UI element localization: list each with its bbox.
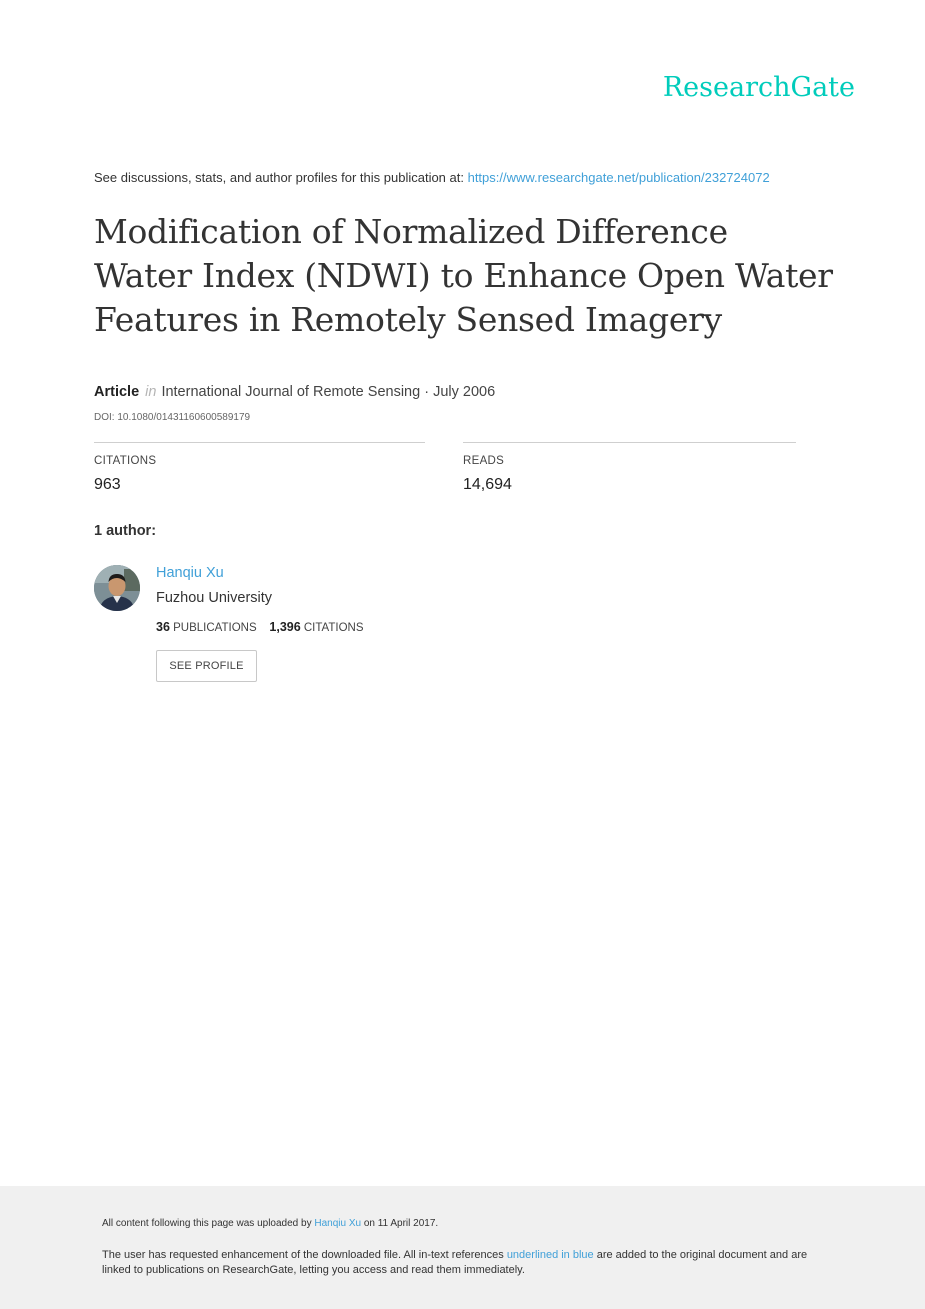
author-publications-count: 36 (156, 620, 170, 634)
author-citations-label: CITATIONS (303, 622, 364, 634)
upload-line (102, 1218, 438, 1229)
uploader-link[interactable]: Hanqiu Xu (314, 1218, 362, 1229)
author-institution: Fuzhou University (156, 590, 273, 606)
reads-label: READS (463, 455, 505, 467)
author-citations-count: 1,396 (269, 620, 301, 634)
venue-date: International Journal of Remote Sensing · July 2006 (161, 384, 496, 400)
notice-prefix: The user has requested enhancement of the downloaded file. All in-text references (102, 1249, 507, 1261)
citations-value: 963 (94, 476, 121, 493)
reads-value: 14,694 (463, 476, 512, 493)
upload-suffix: on 11 April 2017. (361, 1218, 439, 1229)
citations-label: CITATIONS (94, 455, 157, 467)
reads-divider (463, 442, 796, 443)
researchgate-logo[interactable]: ResearchGate (662, 72, 855, 103)
upload-prefix: All content following this page was uploaded by (102, 1218, 315, 1229)
underlined-in-blue-link[interactable]: underlined in blue (506, 1249, 594, 1261)
discussion-prefix: See discussions, stats, and author profiles for this publication at: (94, 170, 468, 185)
notice-suffix: are added to the original document and are linked to publications on ResearchGate, letting you access and read them immediately. (102, 1249, 808, 1276)
see-profile-button[interactable]: SEE PROFILE (156, 650, 257, 682)
author-publications-label: PUBLICATIONS (173, 622, 257, 634)
enhancement-notice (102, 1248, 832, 1278)
publication-type: Article (94, 384, 140, 400)
doi: DOI: 10.1080/01431160600589179 (94, 412, 251, 423)
publication-meta (94, 384, 495, 400)
author-photo-icon (94, 565, 140, 611)
publication-title: Modification of Normalized Difference Water Index (NDWI) to Enhance Open Water Features in Remotely Sensed Imagery (94, 212, 833, 339)
publication-url-link[interactable]: https://www.researchgate.net/publication/232724072 (467, 170, 770, 185)
footer-notice (0, 1186, 925, 1309)
in-word: in (145, 384, 157, 400)
author-avatar[interactable] (94, 565, 140, 611)
author-stats (156, 620, 364, 634)
author-name-link[interactable]: Hanqiu Xu (156, 565, 224, 581)
discussion-line (94, 170, 770, 185)
authors-heading: 1 author: (94, 523, 157, 539)
citations-divider (94, 442, 425, 443)
